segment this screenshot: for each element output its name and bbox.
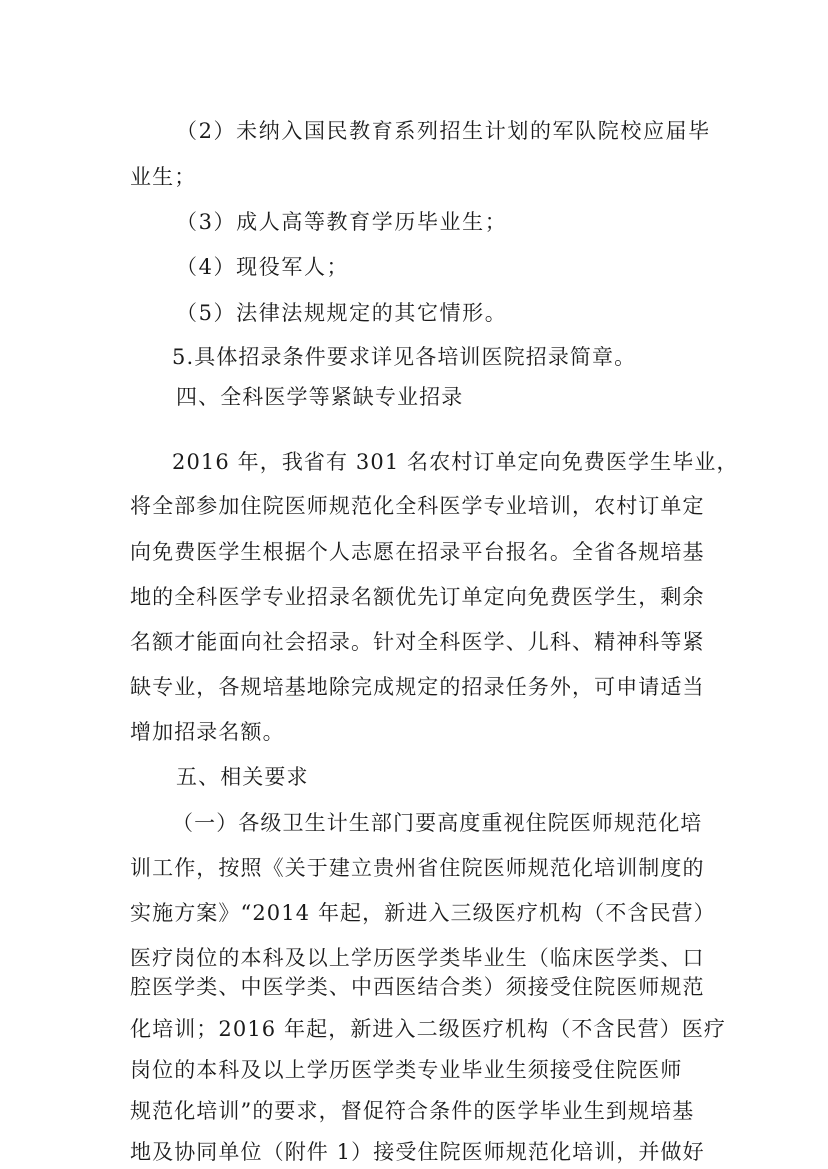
section-heading: 四、全科医学等紧缺专业招录	[176, 385, 464, 409]
text-line: 化培训；2016 年起，新进入二级医疗机构（不含民营）医疗	[130, 1017, 727, 1041]
text-line: （5）法律法规规定的其它情形。	[176, 301, 508, 325]
text-line: 地及协同单位（附件 1）接受住院医师规范化培训，并做好	[130, 1140, 705, 1164]
text-line: 实施方案》“2014 年起，新进入三级医疗机构（不含民营）	[130, 901, 716, 925]
text-line: （3）成人高等教育学历毕业生；	[176, 210, 508, 234]
text-line: （4）现役军人；	[176, 255, 350, 279]
text-line: （一）各级卫生计生部门要高度重视住院医师规范化培	[172, 811, 703, 835]
text-line: 岗位的本科及以上学历医学类专业毕业生须接受住院医师	[130, 1058, 683, 1082]
text-line: 5.具体招录条件要求详见各培训医院招录简章。	[172, 345, 637, 369]
text-line: 将全部参加住院医师规范化全科医学专业培训，农村订单定	[130, 494, 705, 518]
text-line: 地的全科医学专业招录名额优先订单定向免费医学生，剩余	[130, 585, 705, 609]
text-line: 业生；	[130, 165, 197, 189]
text-line: 规范化培训”的要求，督促符合条件的医学毕业生到规培基	[130, 1099, 695, 1123]
text-line: 训工作，按照《关于建立贵州省住院医师规范化培训制度的	[130, 856, 705, 880]
text-line: 向免费医学生根据个人志愿在招录平台报名。全省各规培基	[130, 540, 705, 564]
text-line: 缺专业，各规培基地除完成规定的招录任务外，可申请适当	[130, 675, 705, 699]
text-line: 增加招录名额。	[130, 720, 285, 744]
text-line: 2016 年，我省有 301 名农村订单定向免费医学生毕业，	[172, 450, 739, 474]
text-line: 腔医学类、中医学类、中西医结合类）须接受住院医师规范	[130, 975, 705, 999]
text-line: 名额才能面向社会招录。针对全科医学、儿科、精神科等紧	[130, 630, 705, 654]
section-heading: 五、相关要求	[176, 765, 309, 789]
text-line: （2）未纳入国民教育系列招生计划的军队院校应届毕	[176, 119, 711, 143]
text-line: 医疗岗位的本科及以上学历医学类毕业生（临床医学类、口	[130, 946, 705, 970]
